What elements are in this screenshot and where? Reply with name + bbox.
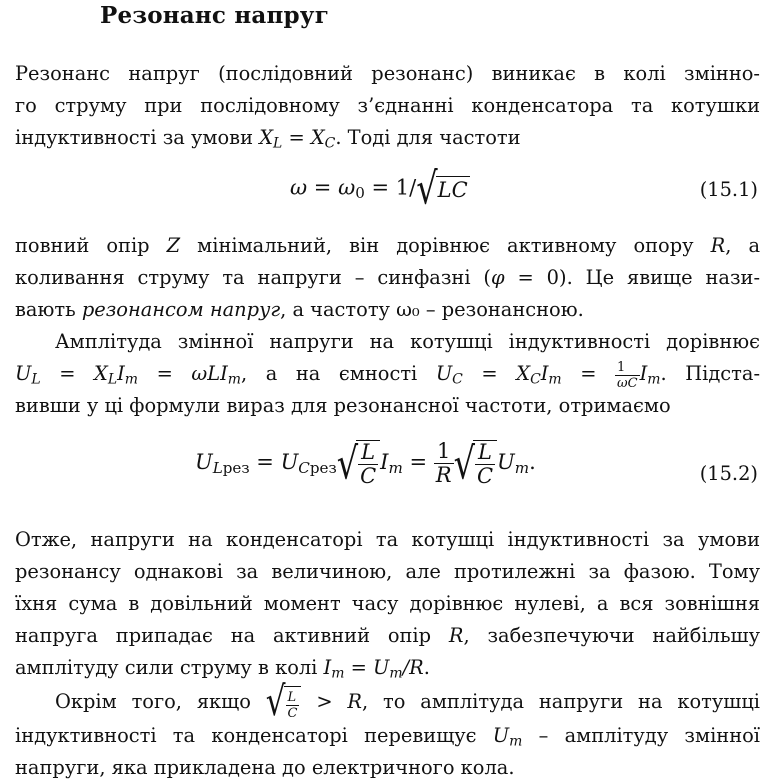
section-heading: Резонанс напруг [100,2,330,29]
equation-15-2 [0,437,770,512]
text-line: вивши у ці формули вираз для резонансної частоти, отримаємо [15,394,671,417]
text-line: індуктивності та конденсаторі перевищує $U_m$ – амплітуду змінної [15,724,760,750]
text-line: $U_L = X_LI_m = \omega LI_m$, а на ємності $U_C = X_CI_m$ = $\frac{1}{\omega C}$ $I_m$. Підста- [15,359,760,391]
text-line: резонансу однакові за величиною, але протилежні за фазою. Тому [15,560,760,583]
equation-body: $\omega = \omega_0 = 1/√LC$ [290,163,468,214]
text-line: Окрім того, якщо √ $\frac{L}{C}$ > R, то амплітуда напруги на котушці [55,678,760,726]
paragraph-overvoltage [15,678,760,784]
equation-body: $U_{Lрез} = U_{Cрез}√$ $\frac{L}{C}$ $I_m$ = $\frac{1}{R}$ √ $\frac{L}{C}$ $U_m$. [195,437,536,489]
text-line: Резонанс напруг (послідовний резонанс) виникає в колі змінно- [15,62,760,85]
text-line: індуктивності за умови $X_L = X_C$. Тоді для частоти [15,126,521,152]
text-line: їхня сума в довільний момент часу дорівнює нулеві, а вся зовнішня [15,592,760,615]
paragraph-resonance [15,230,760,326]
equation-number: (15.1) [699,178,758,201]
text-line: го струму при послідовному з’єднанні конденсатора та котушки [15,94,760,117]
text-line: вають резонансом напруг, а частоту ω₀ – резонансною. [15,298,584,321]
paragraph-conclusion [15,524,760,684]
text-line: напруги, яка прикладена до електричного кола. [15,756,515,779]
text-line: напруга припадає на активний опір R, забезпечуючи найбільшу [15,624,760,647]
text-line: амплітуду сили струму в колі $I_m = U_m/R$. [15,656,430,682]
text-line: повний опір Z мінімальний, він дорівнює активному опору R, а [15,234,761,257]
paragraph-amplitude [15,326,760,422]
emphasis-term: резонансом напруг [81,298,281,321]
text-line: Отже, напруги на конденсаторі та котушці індуктивності за умови [15,528,760,551]
paragraph-intro [15,58,760,154]
text-line: Амплітуда змінної напруги на котушці індуктивності дорівнює [55,330,760,353]
text-line: коливання струму та напруги – синфазні (φ = 0). Це явище нази- [15,266,760,289]
equation-15-1 [0,163,770,230]
equation-number: (15.2) [699,462,758,485]
